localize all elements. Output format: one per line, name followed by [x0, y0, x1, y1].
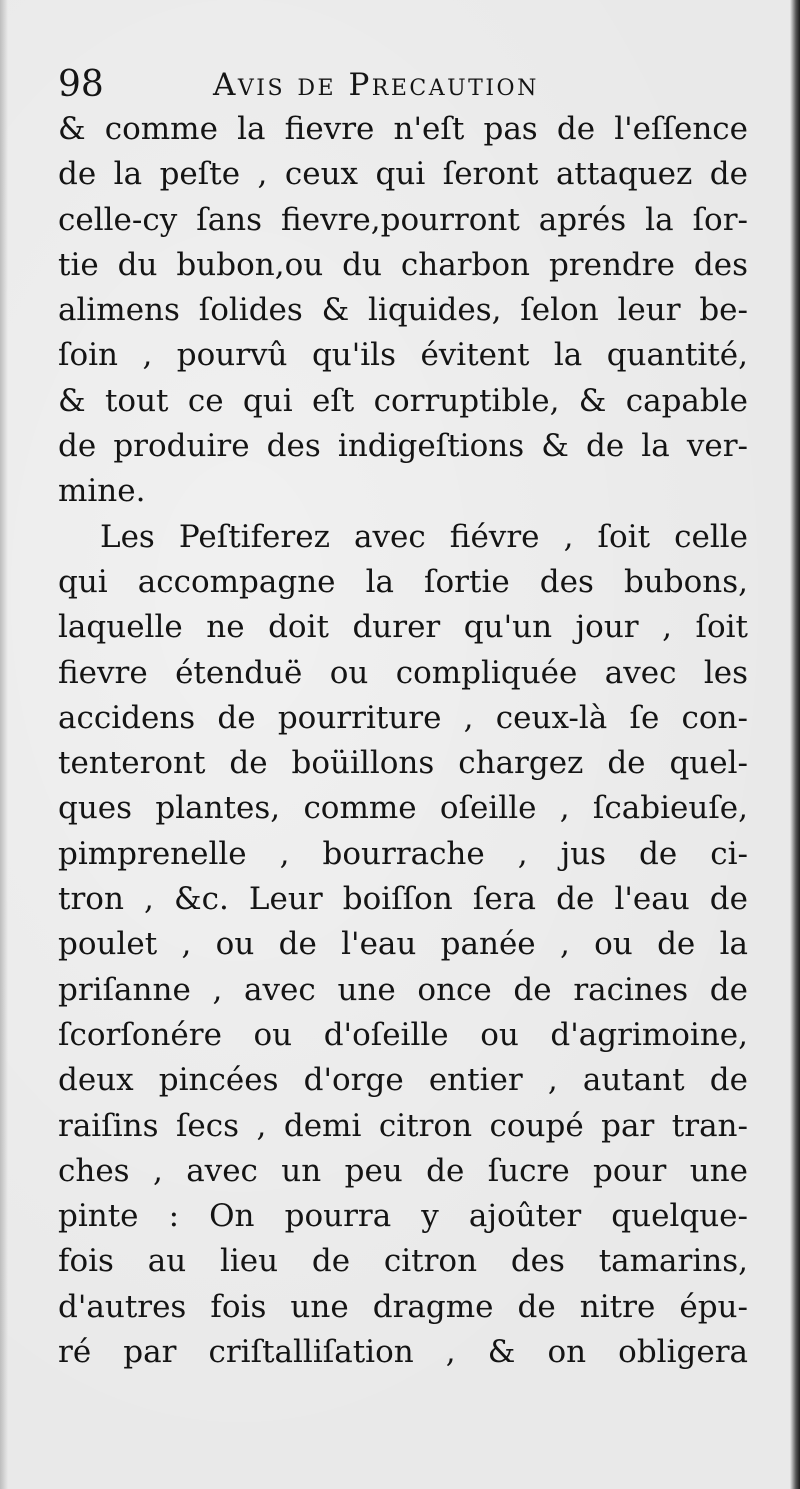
text-line: tron , &c. Leur boiſſon ſera de l'eau de — [58, 881, 748, 918]
text-line: de produire des indigeſtions & de la ver- — [58, 428, 748, 465]
text-line: de la peſte , ceux qui ſeront attaquez de — [58, 156, 748, 193]
text-line: laquelle ne doit durer qu'un jour , ſoit — [58, 609, 748, 646]
text-line: tenteront de boüillons chargez de quel- — [58, 745, 748, 782]
text-line: ré par criſtalliſation , & on obligera — [58, 1334, 748, 1371]
text-line: pinte : On pourra y ajoûter quelque- — [58, 1198, 748, 1235]
text-line: tie du bubon,ou du charbon prendre des — [58, 246, 748, 283]
body-text — [58, 107, 748, 1375]
text-line: ſcorſonére ou d'oſeille ou d'agrimoine, — [58, 1016, 748, 1053]
text-line: poulet , ou de l'eau panée , ou de la — [58, 926, 748, 963]
text-line: raiſins ſecs , demi citron coupé par tran- — [58, 1107, 748, 1144]
running-head — [58, 60, 758, 110]
page-edge-shadow-right — [790, 0, 800, 1489]
text-line: alimens ſolides & liquides, ſelon leur be- — [58, 292, 748, 329]
paragraph-start-line: Les Peſtiferez avec fiévre , ſoit celle — [100, 518, 748, 555]
text-line: deux pincées d'orge entier , autant de — [58, 1062, 748, 1099]
text-line: accidens de pourriture , ceux-là ſe con- — [58, 699, 748, 736]
page-edge-shadow-left — [0, 0, 8, 1489]
text-line: pimprenelle , bourrache , jus de ci- — [58, 835, 748, 872]
page-number: 98 — [58, 64, 104, 105]
running-title: Avis de Precaution — [213, 67, 539, 103]
text-line: fievre étenduë ou compliquée avec les — [58, 654, 748, 691]
text-line: ches , avec un peu de ſucre pour une — [58, 1152, 748, 1189]
paragraph-end-line: mine. — [58, 473, 146, 510]
text-line: ques plantes, comme oſeille , ſcabieuſe, — [58, 790, 748, 827]
text-line: & tout ce qui eſt corruptible, & capable — [58, 382, 748, 419]
text-line: d'autres fois une dragme de nitre épu- — [58, 1288, 748, 1325]
text-line: ſoin , pourvû qu'ils évitent la quantité, — [58, 337, 748, 374]
text-line: qui accompagne la ſortie des bubons, — [58, 563, 748, 600]
text-line: celle-cy ſans fievre,pourront aprés la ſor- — [58, 201, 748, 238]
text-line: priſanne , avec une once de racines de — [58, 971, 748, 1008]
text-line: fois au lieu de citron des tamarins, — [58, 1243, 748, 1280]
text-line: & comme la fievre n'eſt pas de l'eſſence — [58, 111, 748, 147]
